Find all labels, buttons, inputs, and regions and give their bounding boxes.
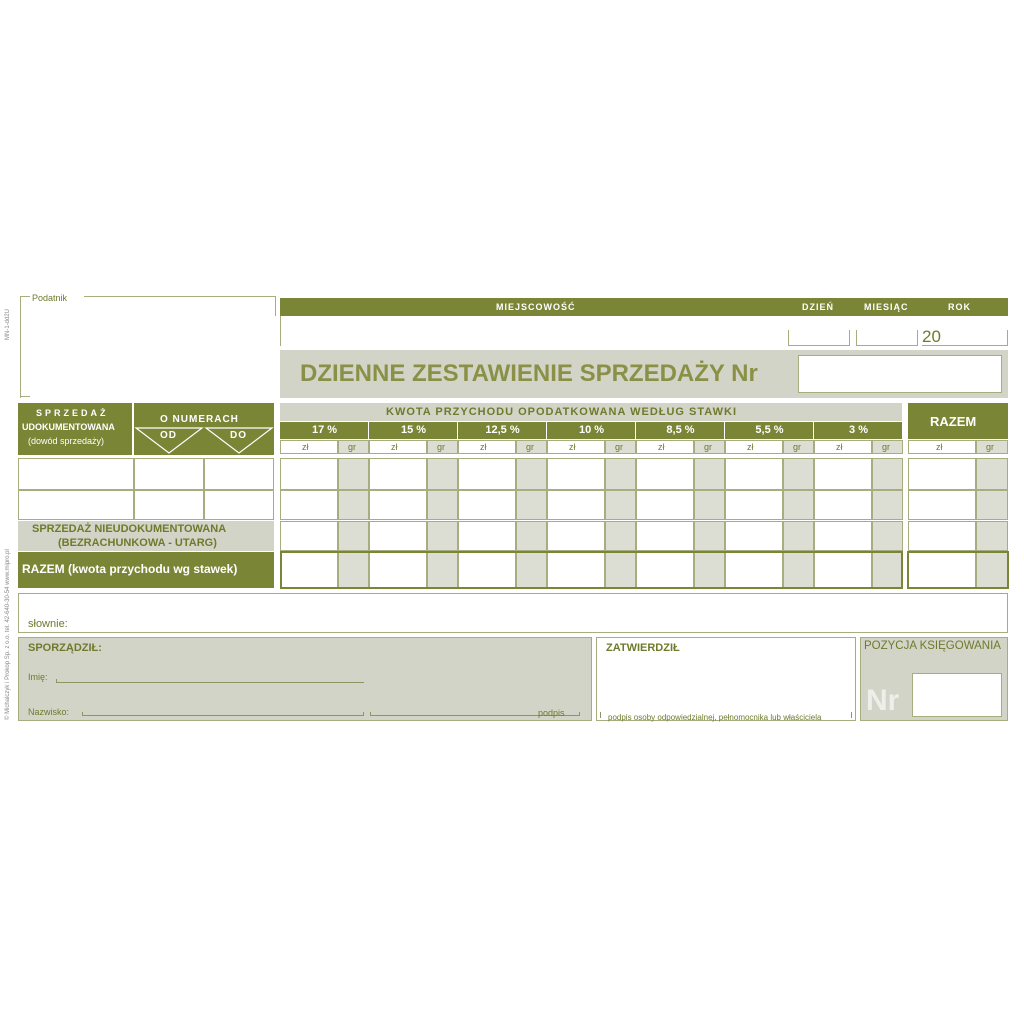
nazwisko-label: Nazwisko: bbox=[28, 707, 70, 717]
gr-label: gr bbox=[348, 442, 357, 452]
zatwierdzil-podpis: podpis osoby odpowiedzialnej, pełnomocnika lub właściciela bbox=[608, 713, 822, 722]
zl-label: zł bbox=[569, 442, 576, 452]
nieudok-label-1: SPRZEDAŻ NIEUDOKUMENTOWANA bbox=[32, 523, 227, 535]
amount-zl-cell[interactable] bbox=[280, 521, 338, 551]
amount-zl-cell[interactable] bbox=[369, 490, 427, 520]
imie-field[interactable] bbox=[56, 679, 364, 683]
rate-label: 15 % bbox=[400, 424, 427, 436]
year-prefix: 20 bbox=[922, 327, 941, 346]
pozycja-label: POZYCJA KSIĘGOWANIA bbox=[864, 640, 1001, 652]
gr-label: gr bbox=[704, 442, 713, 452]
razem-zl-value[interactable] bbox=[908, 521, 976, 551]
imie-label: Imię: bbox=[28, 672, 48, 682]
amount-gr-cell[interactable] bbox=[783, 458, 814, 490]
amount-gr-cell[interactable] bbox=[605, 490, 636, 520]
amount-zl-cell[interactable] bbox=[280, 458, 338, 490]
zl-label: zł bbox=[836, 442, 843, 452]
nazwisko-field[interactable] bbox=[82, 712, 364, 716]
amount-gr-cell[interactable] bbox=[783, 490, 814, 520]
rate-label: 5,5 % bbox=[755, 424, 784, 436]
amount-zl-cell[interactable] bbox=[458, 458, 516, 490]
amount-gr-cell[interactable] bbox=[783, 521, 814, 551]
amount-gr-cell[interactable] bbox=[872, 458, 903, 490]
zl-header-cell bbox=[458, 440, 516, 454]
gr-label: gr bbox=[615, 442, 624, 452]
amount-zl-cell[interactable] bbox=[814, 521, 872, 551]
podpis-label: podpis bbox=[538, 708, 565, 718]
zl-header-cell bbox=[280, 440, 338, 454]
publisher-info: © Michalczyk i Prokop Sp. z o.o. tel. 42-640-30-54 www.mipro.pl bbox=[5, 549, 11, 720]
rate-label: 10 % bbox=[578, 424, 605, 436]
zatwierdzil-label: ZATWIERDZIŁ bbox=[606, 642, 680, 654]
amount-zl-cell[interactable] bbox=[547, 490, 605, 520]
zl-header-cell bbox=[547, 440, 605, 454]
od-do-chevrons bbox=[134, 426, 274, 455]
zl-label: zł bbox=[391, 442, 398, 452]
do-label: DO bbox=[230, 430, 247, 441]
title-number-field[interactable] bbox=[798, 355, 1002, 393]
podatnik-box[interactable] bbox=[20, 293, 276, 398]
amount-zl-cell[interactable] bbox=[280, 490, 338, 520]
miesiac-field[interactable] bbox=[856, 330, 918, 346]
rate-label: 12,5 % bbox=[485, 424, 520, 436]
zl-label: zł bbox=[302, 442, 309, 452]
amount-gr-cell[interactable] bbox=[427, 490, 458, 520]
razem-gr-value[interactable] bbox=[976, 490, 1008, 520]
udok-row-1-od[interactable] bbox=[134, 458, 204, 490]
udok-row-1-do[interactable] bbox=[204, 458, 274, 490]
amount-zl-cell[interactable] bbox=[636, 521, 694, 551]
dzien-field[interactable] bbox=[788, 330, 850, 346]
sprzedaz-label: SPRZEDAŻ bbox=[36, 408, 109, 418]
amount-zl-cell[interactable] bbox=[547, 458, 605, 490]
miejscowosc-label: MIEJSCOWOŚĆ bbox=[496, 302, 576, 312]
amount-zl-cell[interactable] bbox=[725, 490, 783, 520]
form-title: DZIENNE ZESTAWIENIE SPRZEDAŻY Nr bbox=[300, 360, 758, 387]
udok-row-2-do[interactable] bbox=[204, 490, 274, 520]
amount-gr-cell[interactable] bbox=[516, 490, 547, 520]
slownie-label: słownie: bbox=[28, 618, 68, 630]
dzien-label: DZIEŃ bbox=[802, 302, 834, 312]
zl-header-cell bbox=[814, 440, 872, 454]
form-code: MN-1-dd2U bbox=[5, 308, 11, 340]
rate-label: 8,5 % bbox=[666, 424, 695, 436]
amount-gr-cell[interactable] bbox=[338, 490, 369, 520]
zl-label: zł bbox=[747, 442, 754, 452]
amount-gr-cell[interactable] bbox=[427, 458, 458, 490]
amount-gr-cell[interactable] bbox=[694, 490, 725, 520]
gr-label: gr bbox=[526, 442, 535, 452]
amount-gr-cell[interactable] bbox=[872, 521, 903, 551]
kwota-label: KWOTA PRZYCHODU OPODATKOWANA WEDŁUG STAWKI bbox=[386, 406, 737, 418]
miejscowosc-field[interactable] bbox=[280, 316, 780, 346]
udok-row-2-desc[interactable] bbox=[18, 490, 134, 520]
dowod-label: (dowód sprzedaży) bbox=[28, 436, 105, 446]
razem-zl-value[interactable] bbox=[908, 458, 976, 490]
zl-header-cell bbox=[725, 440, 783, 454]
razem-row-label: RAZEM (kwota przychodu wg stawek) bbox=[22, 562, 238, 576]
udokumentowana-label: UDOKUMENTOWANA bbox=[22, 422, 115, 432]
amount-gr-cell[interactable] bbox=[605, 458, 636, 490]
razem-zl-label: zł bbox=[936, 442, 943, 452]
amount-zl-cell[interactable] bbox=[636, 458, 694, 490]
amount-gr-cell[interactable] bbox=[427, 521, 458, 551]
sporzadzil-label: SPORZĄDZIŁ: bbox=[28, 642, 102, 654]
nieudok-label-2: (BEZRACHUNKOWA - UTARG) bbox=[58, 537, 217, 549]
amount-zl-cell[interactable] bbox=[725, 521, 783, 551]
razem-gr-value[interactable] bbox=[976, 521, 1008, 551]
miesiac-label: MIESIĄC bbox=[864, 302, 909, 312]
podatnik-label: Podatnik bbox=[32, 293, 68, 303]
amount-zl-cell[interactable] bbox=[458, 521, 516, 551]
amount-gr-cell[interactable] bbox=[516, 458, 547, 490]
razem-header-label: RAZEM bbox=[930, 414, 977, 429]
razem-zl-value[interactable] bbox=[908, 490, 976, 520]
slownie-field[interactable] bbox=[18, 593, 1008, 633]
zl-label: zł bbox=[480, 442, 487, 452]
razem-gr-label: gr bbox=[986, 442, 995, 452]
amount-gr-cell[interactable] bbox=[872, 490, 903, 520]
amount-zl-cell[interactable] bbox=[814, 490, 872, 520]
amount-gr-cell[interactable] bbox=[694, 521, 725, 551]
amount-gr-cell[interactable] bbox=[516, 521, 547, 551]
amount-gr-cell[interactable] bbox=[338, 458, 369, 490]
rate-label: 3 % bbox=[849, 424, 868, 436]
amount-zl-cell[interactable] bbox=[725, 458, 783, 490]
zl-label: zł bbox=[658, 442, 665, 452]
amount-gr-cell[interactable] bbox=[605, 521, 636, 551]
amount-zl-cell[interactable] bbox=[369, 521, 427, 551]
gr-label: gr bbox=[437, 442, 446, 452]
razem-total-frame bbox=[907, 551, 1009, 589]
udok-row-1-desc[interactable] bbox=[18, 458, 134, 490]
amount-zl-cell[interactable] bbox=[458, 490, 516, 520]
zl-header-cell bbox=[636, 440, 694, 454]
amount-gr-cell[interactable] bbox=[694, 458, 725, 490]
gr-label: gr bbox=[882, 442, 891, 452]
od-label: OD bbox=[160, 430, 177, 441]
zl-header-cell bbox=[369, 440, 427, 454]
amount-zl-cell[interactable] bbox=[547, 521, 605, 551]
udok-row-2-od[interactable] bbox=[134, 490, 204, 520]
rok-label: ROK bbox=[948, 302, 971, 312]
rate-label: 17 % bbox=[311, 424, 338, 436]
gr-label: gr bbox=[793, 442, 802, 452]
amount-zl-cell[interactable] bbox=[369, 458, 427, 490]
amount-zl-cell[interactable] bbox=[814, 458, 872, 490]
pozycja-nr-field[interactable] bbox=[912, 673, 1002, 717]
o-numerach-label: O NUMERACH bbox=[160, 414, 239, 425]
amount-gr-cell[interactable] bbox=[338, 521, 369, 551]
razem-row-frame bbox=[280, 551, 903, 589]
pozycja-nr: Nr bbox=[866, 684, 900, 717]
amount-zl-cell[interactable] bbox=[636, 490, 694, 520]
razem-gr-value[interactable] bbox=[976, 458, 1008, 490]
